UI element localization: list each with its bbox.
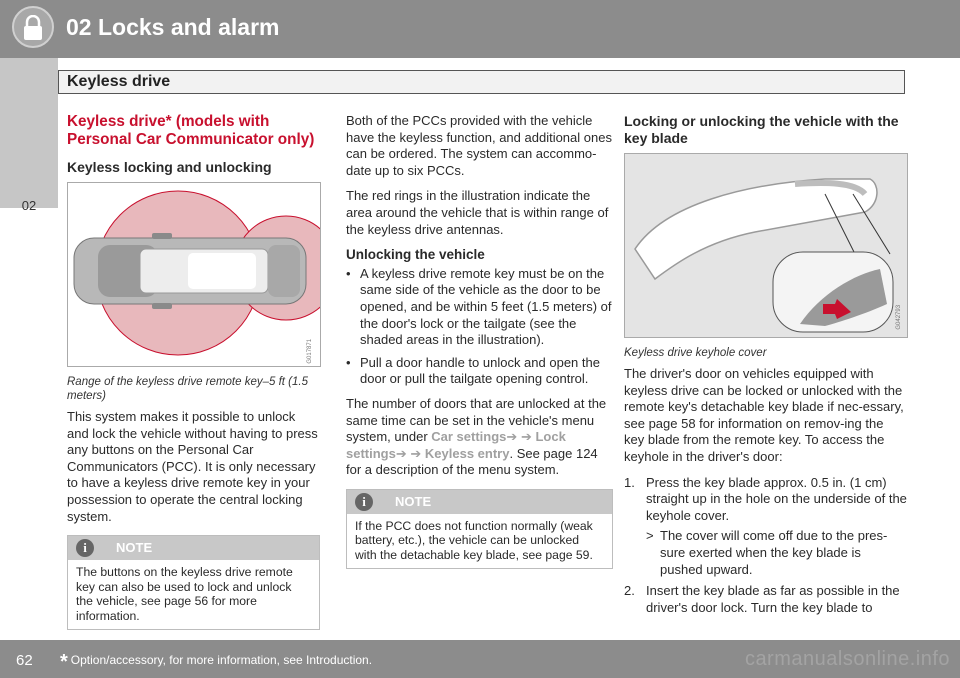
list-item: • A keyless drive remote key must be on the same side of the vehicle as the door to be opened, and be within 5 feet (1.5 meters) of the door's lock or the tailgate (see the shaded areas in the illustration). [346, 266, 613, 349]
substep-text: The cover will come off due to the pres-sure exerted when the key blade is pushed upward. [660, 528, 888, 577]
list-item: • Pull a door handle to unlock and open the door or pull the tailgate opening control. [346, 355, 613, 388]
note-header [347, 490, 612, 514]
note-label: NOTE [116, 540, 153, 556]
column-3 [624, 113, 907, 621]
substep [646, 528, 907, 578]
step-text: Press the key blade approx. 0.5 in. (1 cm) straight up in the hole on the underside of the keyhole cover. [646, 474, 907, 523]
unlocking-heading: Unlocking the vehicle [346, 247, 485, 263]
footer-bar [0, 640, 960, 678]
watermark: carmanualsonline.info [744, 648, 950, 670]
list-item [624, 583, 907, 616]
step-number: 2. [624, 583, 635, 599]
key-blade-heading: Locking or unlocking the vehicle with the key blade [624, 113, 899, 146]
keyhole-figure [624, 153, 908, 338]
chapter-tab [0, 58, 58, 213]
step-number: 1. [624, 474, 635, 490]
chapter-title: 02 Locks and alarm [66, 14, 280, 40]
keyless-drive-heading: Keyless drive* (models with Personal Car Communicator only) [67, 113, 315, 148]
note-label: NOTE [395, 493, 432, 509]
info-icon: i [76, 539, 94, 557]
figure-caption: Keyless drive keyhole cover [624, 347, 767, 359]
steps-list [624, 475, 907, 617]
chapter-number: 02 [21, 198, 37, 213]
note-box [346, 489, 613, 570]
list-item [624, 475, 907, 579]
arrow-icon: ➔ [506, 429, 518, 445]
header-bar [0, 0, 960, 58]
menu-car-settings: Car settings [431, 429, 507, 445]
asterisk: * [60, 651, 68, 673]
rings-paragraph: The red rings in the illustration indicate the area around the vehicle that is within range of the keyless drive antennas. [346, 188, 609, 237]
footnote: * Option/accessory, for more information, see Introduction. [60, 651, 373, 673]
arrow-icon: ➔ [395, 445, 407, 461]
note-text: If the PCC does not function normally (weak battery, etc.), the vehicle can be unlocked with the detachable key blade, see page 59. [355, 518, 593, 562]
doors-paragraph: The number of doors that are unlocked at the same time can be set in the vehicle's menu system, under Car settings➔ ➔ Lock settings➔ ➔ Keyless entry. See page 124 for a description of the menu system. [346, 395, 607, 478]
lock-badge [12, 6, 54, 48]
note-header [68, 536, 319, 560]
key-blade-paragraph: The driver's door on vehicles equipped with keyless drive can be locked or unlocked with the remote key's detachable key blade if nec-essary, see page 58 for information on remov-ing the key blade from the remote key. To access the keyhole in the driver's door: [624, 366, 904, 464]
section-header [58, 70, 905, 94]
menu-keyless-entry: Keyless entry [424, 445, 510, 461]
figure-caption: Range of the keyless drive remote key–5 ft (1.5 meters) [67, 376, 308, 402]
figure-code: G017871 [307, 338, 314, 364]
pcc-paragraph: Both of the PCCs provided with the vehicle have the keyless function, and additional ones can be ordered. The system can accommo-date up to six PCCs. [346, 113, 612, 178]
car-range-illustration [68, 183, 320, 366]
substep-marker: > [646, 528, 654, 544]
note-text: The buttons on the keyless drive remote key can also be used to lock and unlock the vehicle, see page 56 for more information. [76, 565, 293, 623]
unlocking-list [346, 266, 613, 388]
menu-lock-settings: Lock settings [346, 429, 566, 461]
note-box [67, 535, 320, 630]
keyless-locking-heading: Keyless locking and unlocking [67, 159, 272, 175]
intro-paragraph: This system makes it possible to unlock and lock the vehicle without having to press any buttons on the Personal Car Communicators (PCC). It is only necessary to have a keyless drive remote key in your possession to operate the central locking system. [67, 409, 318, 524]
column-2 [346, 113, 613, 569]
step-text: Insert the key blade as far as possible in the driver's door lock. Turn the key blade to [646, 583, 900, 615]
info-icon: i [355, 493, 373, 511]
section-title: Keyless drive [67, 73, 171, 90]
door-handle-illustration [625, 154, 907, 337]
arrow-icon: ➔ [520, 429, 532, 445]
arrow-icon: ➔ [410, 445, 422, 461]
keyless-range-figure [67, 182, 321, 367]
padlock-icon [23, 15, 43, 41]
figure-code: G042793 [896, 304, 903, 330]
column-1 [67, 113, 320, 630]
page-number: 62 [16, 652, 33, 669]
